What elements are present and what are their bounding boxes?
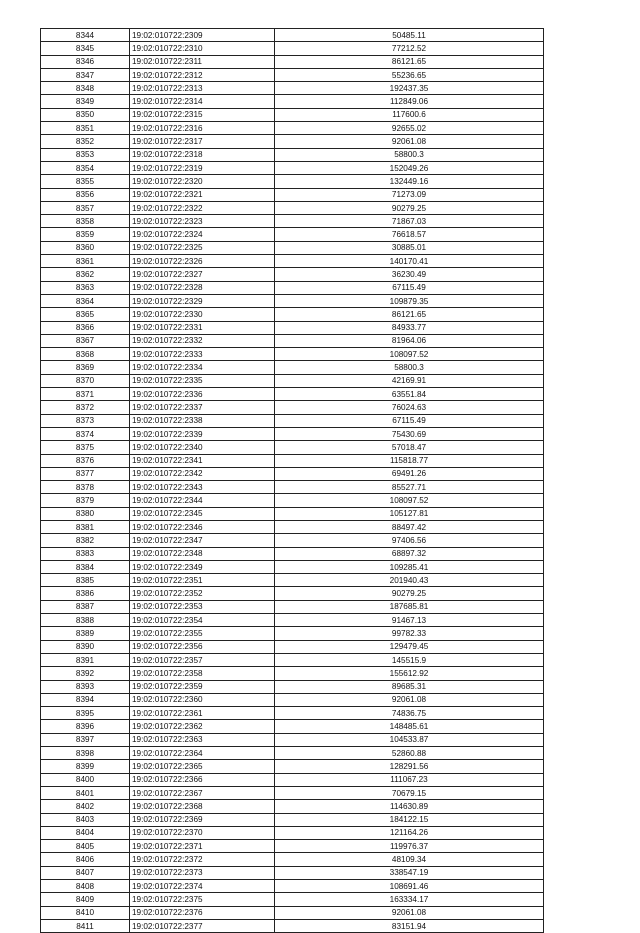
table-row	[41, 175, 544, 188]
table-row	[41, 268, 544, 281]
table-row	[41, 614, 544, 627]
row-number-cell: 8354	[41, 161, 130, 174]
value-cell: 91467.13	[275, 614, 544, 627]
value-cell: 201940.43	[275, 574, 544, 587]
row-number-cell: 8387	[41, 600, 130, 613]
table-row	[41, 427, 544, 440]
value-cell: 75430.69	[275, 427, 544, 440]
value-cell: 68897.32	[275, 547, 544, 560]
cadastral-number-cell: 19:02:010722:2362	[130, 720, 275, 733]
value-cell: 67115.49	[275, 414, 544, 427]
table-row	[41, 840, 544, 853]
table-row	[41, 481, 544, 494]
value-cell: 128291.56	[275, 760, 544, 773]
cadastral-number-cell: 19:02:010722:2325	[130, 241, 275, 254]
cadastral-number-cell: 19:02:010722:2311	[130, 55, 275, 68]
table-row	[41, 853, 544, 866]
cadastral-number-cell: 19:02:010722:2333	[130, 348, 275, 361]
table-row	[41, 42, 544, 55]
cadastral-number-cell: 19:02:010722:2329	[130, 294, 275, 307]
table-row	[41, 667, 544, 680]
table-row	[41, 893, 544, 906]
table-row	[41, 374, 544, 387]
cadastral-number-cell: 19:02:010722:2343	[130, 481, 275, 494]
table-row	[41, 747, 544, 760]
cadastral-number-cell: 19:02:010722:2372	[130, 853, 275, 866]
value-cell: 89685.31	[275, 680, 544, 693]
table-row	[41, 693, 544, 706]
row-number-cell: 8370	[41, 374, 130, 387]
cadastral-number-cell: 19:02:010722:2309	[130, 29, 275, 42]
value-cell: 187685.81	[275, 600, 544, 613]
row-number-cell: 8392	[41, 667, 130, 680]
table-row	[41, 161, 544, 174]
row-number-cell: 8411	[41, 919, 130, 932]
value-cell: 58800.3	[275, 361, 544, 374]
cadastral-number-cell: 19:02:010722:2328	[130, 281, 275, 294]
table-row	[41, 401, 544, 414]
table-row	[41, 866, 544, 879]
table-row	[41, 467, 544, 480]
cadastral-number-cell: 19:02:010722:2312	[130, 68, 275, 81]
cadastral-number-cell: 19:02:010722:2368	[130, 800, 275, 813]
cadastral-number-cell: 19:02:010722:2318	[130, 148, 275, 161]
row-number-cell: 8352	[41, 135, 130, 148]
cadastral-number-cell: 19:02:010722:2338	[130, 414, 275, 427]
value-cell: 77212.52	[275, 42, 544, 55]
row-number-cell: 8379	[41, 494, 130, 507]
table-row	[41, 281, 544, 294]
row-number-cell: 8374	[41, 427, 130, 440]
cadastral-number-cell: 19:02:010722:2356	[130, 640, 275, 653]
value-cell: 86121.65	[275, 308, 544, 321]
value-cell: 163334.17	[275, 893, 544, 906]
table-row	[41, 108, 544, 121]
value-cell: 86121.65	[275, 55, 544, 68]
cadastral-number-cell: 19:02:010722:2330	[130, 308, 275, 321]
value-cell: 63551.84	[275, 388, 544, 401]
table-row	[41, 773, 544, 786]
row-number-cell: 8346	[41, 55, 130, 68]
value-cell: 145515.9	[275, 653, 544, 666]
cadastral-number-cell: 19:02:010722:2327	[130, 268, 275, 281]
table-row	[41, 627, 544, 640]
row-number-cell: 8409	[41, 893, 130, 906]
cadastral-number-cell: 19:02:010722:2377	[130, 919, 275, 932]
cadastral-number-cell: 19:02:010722:2313	[130, 82, 275, 95]
cadastral-number-cell: 19:02:010722:2370	[130, 826, 275, 839]
table-row	[41, 640, 544, 653]
cadastral-number-cell: 19:02:010722:2341	[130, 454, 275, 467]
value-cell: 70679.15	[275, 786, 544, 799]
row-number-cell: 8366	[41, 321, 130, 334]
row-number-cell: 8351	[41, 122, 130, 135]
cadastral-number-cell: 19:02:010722:2342	[130, 467, 275, 480]
row-number-cell: 8402	[41, 800, 130, 813]
table-row	[41, 122, 544, 135]
value-cell: 104533.87	[275, 733, 544, 746]
value-cell: 50485.11	[275, 29, 544, 42]
table-row	[41, 494, 544, 507]
value-cell: 97406.56	[275, 534, 544, 547]
value-cell: 92655.02	[275, 122, 544, 135]
cadastral-number-cell: 19:02:010722:2357	[130, 653, 275, 666]
cadastral-number-cell: 19:02:010722:2347	[130, 534, 275, 547]
cadastral-number-cell: 19:02:010722:2364	[130, 747, 275, 760]
value-cell: 92061.08	[275, 135, 544, 148]
row-number-cell: 8397	[41, 733, 130, 746]
cadastral-number-cell: 19:02:010722:2340	[130, 441, 275, 454]
cadastral-number-cell: 19:02:010722:2332	[130, 334, 275, 347]
value-cell: 109285.41	[275, 560, 544, 573]
table-row	[41, 82, 544, 95]
cadastral-number-cell: 19:02:010722:2358	[130, 667, 275, 680]
cadastral-number-cell: 19:02:010722:2351	[130, 574, 275, 587]
row-number-cell: 8344	[41, 29, 130, 42]
row-number-cell: 8394	[41, 693, 130, 706]
value-cell: 57018.47	[275, 441, 544, 454]
row-number-cell: 8357	[41, 201, 130, 214]
value-cell: 30885.01	[275, 241, 544, 254]
value-cell: 58800.3	[275, 148, 544, 161]
value-cell: 76024.63	[275, 401, 544, 414]
row-number-cell: 8391	[41, 653, 130, 666]
value-cell: 111067.23	[275, 773, 544, 786]
table-row	[41, 334, 544, 347]
cadastral-number-cell: 19:02:010722:2371	[130, 840, 275, 853]
value-cell: 85527.71	[275, 481, 544, 494]
value-cell: 74836.75	[275, 707, 544, 720]
table-row	[41, 720, 544, 733]
row-number-cell: 8367	[41, 334, 130, 347]
row-number-cell: 8401	[41, 786, 130, 799]
table-row	[41, 733, 544, 746]
cadastral-number-cell: 19:02:010722:2353	[130, 600, 275, 613]
value-cell: 99782.33	[275, 627, 544, 640]
cadastral-number-cell: 19:02:010722:2376	[130, 906, 275, 919]
table-row	[41, 520, 544, 533]
row-number-cell: 8364	[41, 294, 130, 307]
value-cell: 132449.16	[275, 175, 544, 188]
row-number-cell: 8377	[41, 467, 130, 480]
row-number-cell: 8369	[41, 361, 130, 374]
cadastral-number-cell: 19:02:010722:2315	[130, 108, 275, 121]
row-number-cell: 8389	[41, 627, 130, 640]
cadastral-number-cell: 19:02:010722:2335	[130, 374, 275, 387]
value-cell: 109879.35	[275, 294, 544, 307]
table-row	[41, 228, 544, 241]
value-cell: 67115.49	[275, 281, 544, 294]
table-row	[41, 255, 544, 268]
value-cell: 108097.52	[275, 494, 544, 507]
table-row	[41, 707, 544, 720]
cadastral-number-cell: 19:02:010722:2323	[130, 215, 275, 228]
value-cell: 84933.77	[275, 321, 544, 334]
table-row	[41, 600, 544, 613]
table-row	[41, 574, 544, 587]
cadastral-number-cell: 19:02:010722:2375	[130, 893, 275, 906]
cadastral-number-cell: 19:02:010722:2336	[130, 388, 275, 401]
row-number-cell: 8355	[41, 175, 130, 188]
row-number-cell: 8375	[41, 441, 130, 454]
row-number-cell: 8388	[41, 614, 130, 627]
value-cell: 92061.08	[275, 693, 544, 706]
table-row	[41, 215, 544, 228]
table-row	[41, 786, 544, 799]
row-number-cell: 8371	[41, 388, 130, 401]
row-number-cell: 8363	[41, 281, 130, 294]
value-cell: 184122.15	[275, 813, 544, 826]
row-number-cell: 8360	[41, 241, 130, 254]
cadastral-number-cell: 19:02:010722:2322	[130, 201, 275, 214]
row-number-cell: 8356	[41, 188, 130, 201]
table-row	[41, 414, 544, 427]
value-cell: 108691.46	[275, 880, 544, 893]
cadastral-number-cell: 19:02:010722:2339	[130, 427, 275, 440]
value-cell: 52860.88	[275, 747, 544, 760]
cadastral-number-cell: 19:02:010722:2365	[130, 760, 275, 773]
row-number-cell: 8362	[41, 268, 130, 281]
row-number-cell: 8408	[41, 880, 130, 893]
table-row	[41, 361, 544, 374]
value-cell: 140170.41	[275, 255, 544, 268]
value-cell: 81964.06	[275, 334, 544, 347]
value-cell: 92061.08	[275, 906, 544, 919]
table-row	[41, 680, 544, 693]
row-number-cell: 8345	[41, 42, 130, 55]
cadastral-number-cell: 19:02:010722:2331	[130, 321, 275, 334]
cadastral-number-cell: 19:02:010722:2367	[130, 786, 275, 799]
cadastral-number-cell: 19:02:010722:2316	[130, 122, 275, 135]
table-row	[41, 880, 544, 893]
table-row	[41, 919, 544, 932]
table-row	[41, 201, 544, 214]
value-cell: 90279.25	[275, 201, 544, 214]
row-number-cell: 8403	[41, 813, 130, 826]
row-number-cell: 8407	[41, 866, 130, 879]
cadastral-number-cell: 19:02:010722:2319	[130, 161, 275, 174]
cadastral-number-cell: 19:02:010722:2344	[130, 494, 275, 507]
row-number-cell: 8381	[41, 520, 130, 533]
value-cell: 129479.45	[275, 640, 544, 653]
cadastral-number-cell: 19:02:010722:2320	[130, 175, 275, 188]
row-number-cell: 8396	[41, 720, 130, 733]
row-number-cell: 8359	[41, 228, 130, 241]
value-cell: 108097.52	[275, 348, 544, 361]
row-number-cell: 8350	[41, 108, 130, 121]
table-row	[41, 95, 544, 108]
row-number-cell: 8358	[41, 215, 130, 228]
cadastral-number-cell: 19:02:010722:2374	[130, 880, 275, 893]
cadastral-number-cell: 19:02:010722:2349	[130, 560, 275, 573]
row-number-cell: 8361	[41, 255, 130, 268]
value-cell: 338547.19	[275, 866, 544, 879]
cadastral-number-cell: 19:02:010722:2310	[130, 42, 275, 55]
value-cell: 48109.34	[275, 853, 544, 866]
row-number-cell: 8348	[41, 82, 130, 95]
table-row	[41, 188, 544, 201]
value-cell: 112849.06	[275, 95, 544, 108]
table-row	[41, 321, 544, 334]
row-number-cell: 8383	[41, 547, 130, 560]
value-cell: 105127.81	[275, 507, 544, 520]
cadastral-number-cell: 19:02:010722:2366	[130, 773, 275, 786]
table-row	[41, 826, 544, 839]
value-cell: 71867.03	[275, 215, 544, 228]
row-number-cell: 8406	[41, 853, 130, 866]
cadastral-number-cell: 19:02:010722:2314	[130, 95, 275, 108]
table-row	[41, 760, 544, 773]
table-row	[41, 348, 544, 361]
value-cell: 114630.89	[275, 800, 544, 813]
row-number-cell: 8404	[41, 826, 130, 839]
value-cell: 76618.57	[275, 228, 544, 241]
table-row	[41, 587, 544, 600]
cadastral-number-cell: 19:02:010722:2346	[130, 520, 275, 533]
cadastral-number-cell: 19:02:010722:2324	[130, 228, 275, 241]
value-cell: 155612.92	[275, 667, 544, 680]
table-row	[41, 454, 544, 467]
value-cell: 119976.37	[275, 840, 544, 853]
value-cell: 192437.35	[275, 82, 544, 95]
value-cell: 152049.26	[275, 161, 544, 174]
table-row	[41, 906, 544, 919]
row-number-cell: 8382	[41, 534, 130, 547]
table-row	[41, 441, 544, 454]
value-cell: 117600.6	[275, 108, 544, 121]
table-row	[41, 388, 544, 401]
row-number-cell: 8399	[41, 760, 130, 773]
cadastral-number-cell: 19:02:010722:2359	[130, 680, 275, 693]
table-row	[41, 294, 544, 307]
value-cell: 90279.25	[275, 587, 544, 600]
value-cell: 55236.65	[275, 68, 544, 81]
cadastral-number-cell: 19:02:010722:2337	[130, 401, 275, 414]
row-number-cell: 8390	[41, 640, 130, 653]
value-cell: 148485.61	[275, 720, 544, 733]
table-body	[41, 29, 544, 933]
data-table	[40, 28, 544, 933]
cadastral-number-cell: 19:02:010722:2363	[130, 733, 275, 746]
cadastral-number-cell: 19:02:010722:2326	[130, 255, 275, 268]
value-cell: 71273.09	[275, 188, 544, 201]
cadastral-number-cell: 19:02:010722:2373	[130, 866, 275, 879]
value-cell: 69491.26	[275, 467, 544, 480]
row-number-cell: 8398	[41, 747, 130, 760]
cadastral-number-cell: 19:02:010722:2348	[130, 547, 275, 560]
row-number-cell: 8395	[41, 707, 130, 720]
row-number-cell: 8393	[41, 680, 130, 693]
row-number-cell: 8373	[41, 414, 130, 427]
table-row	[41, 813, 544, 826]
cadastral-number-cell: 19:02:010722:2360	[130, 693, 275, 706]
row-number-cell: 8378	[41, 481, 130, 494]
table-row	[41, 560, 544, 573]
row-number-cell: 8400	[41, 773, 130, 786]
row-number-cell: 8405	[41, 840, 130, 853]
cadastral-number-cell: 19:02:010722:2321	[130, 188, 275, 201]
table-row	[41, 29, 544, 42]
table-row	[41, 68, 544, 81]
table-row	[41, 534, 544, 547]
row-number-cell: 8365	[41, 308, 130, 321]
table-row	[41, 135, 544, 148]
row-number-cell: 8376	[41, 454, 130, 467]
cadastral-number-cell: 19:02:010722:2369	[130, 813, 275, 826]
table-row	[41, 308, 544, 321]
cadastral-number-cell: 19:02:010722:2317	[130, 135, 275, 148]
row-number-cell: 8410	[41, 906, 130, 919]
row-number-cell: 8372	[41, 401, 130, 414]
value-cell: 42169.91	[275, 374, 544, 387]
row-number-cell: 8380	[41, 507, 130, 520]
table-row	[41, 507, 544, 520]
row-number-cell: 8349	[41, 95, 130, 108]
cadastral-number-cell: 19:02:010722:2334	[130, 361, 275, 374]
row-number-cell: 8384	[41, 560, 130, 573]
table-row	[41, 653, 544, 666]
cadastral-number-cell: 19:02:010722:2354	[130, 614, 275, 627]
row-number-cell: 8385	[41, 574, 130, 587]
row-number-cell: 8347	[41, 68, 130, 81]
value-cell: 121164.26	[275, 826, 544, 839]
value-cell: 88497.42	[275, 520, 544, 533]
row-number-cell: 8386	[41, 587, 130, 600]
cadastral-number-cell: 19:02:010722:2345	[130, 507, 275, 520]
table-row	[41, 547, 544, 560]
table-row	[41, 55, 544, 68]
table-row	[41, 800, 544, 813]
cadastral-number-cell: 19:02:010722:2352	[130, 587, 275, 600]
cadastral-number-cell: 19:02:010722:2361	[130, 707, 275, 720]
cadastral-number-cell: 19:02:010722:2355	[130, 627, 275, 640]
value-cell: 115818.77	[275, 454, 544, 467]
row-number-cell: 8368	[41, 348, 130, 361]
row-number-cell: 8353	[41, 148, 130, 161]
value-cell: 83151.94	[275, 919, 544, 932]
table-row	[41, 241, 544, 254]
value-cell: 36230.49	[275, 268, 544, 281]
table-row	[41, 148, 544, 161]
